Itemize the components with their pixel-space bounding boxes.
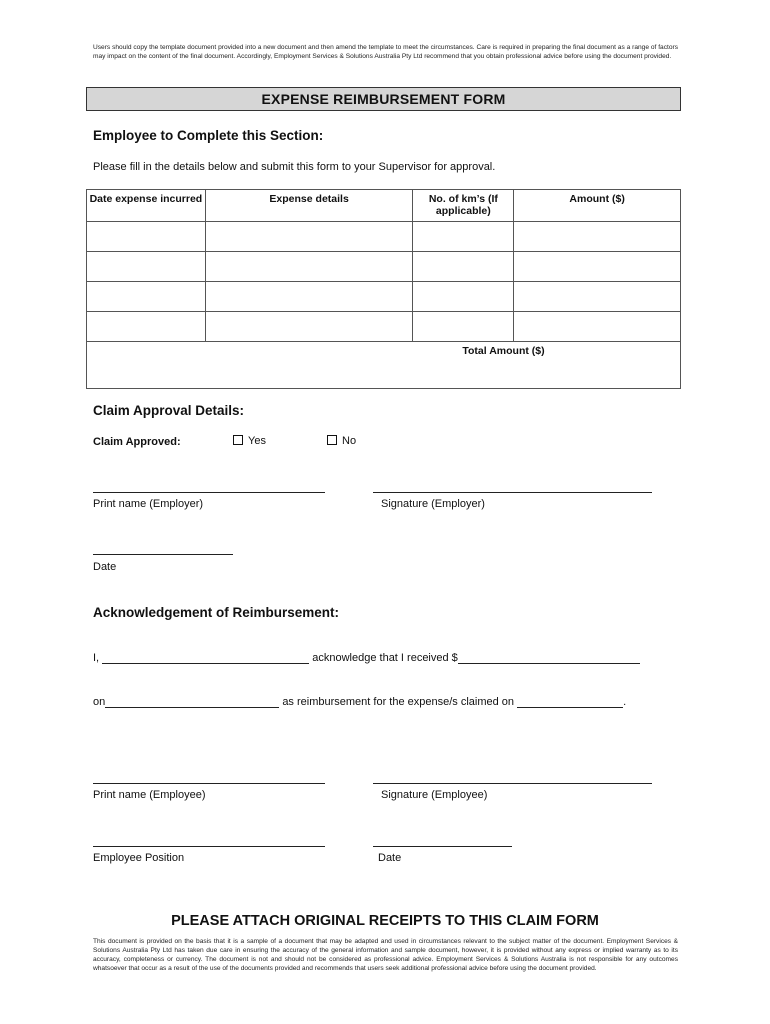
- disclaimer-note: This document is provided on the basis that it is a sample of a document that may be adapted and used in circumstances relevant to the subject matter of the document. Employment Services & Solutions Australia Pty Ltd has taken due care in ensuring the accuracy of the general information and sample document, however, it is provided without any express or implied warranty as to its accuracy, completeness or currency. The document is not and should not be considered as professional advice. Employment Services & Solutions Australia is not responsible for any outcomes whatsoever that occur as a result of the use of the documents provided and recommends that users seek additional professional advice before using the document provided.: [93, 938, 678, 972]
- ack-i-label: I,: [93, 652, 100, 664]
- table-header-row: [87, 190, 681, 222]
- header-date: Date expense incurred: [87, 190, 206, 222]
- ack-received-label: acknowledge that I received $: [312, 652, 458, 664]
- employee-signature-line[interactable]: [373, 783, 652, 784]
- details-cell[interactable]: [205, 282, 413, 312]
- date-cell[interactable]: [87, 282, 206, 312]
- approval-date-line[interactable]: [93, 554, 233, 555]
- header-amount: Amount ($): [514, 190, 681, 222]
- employee-name-blank[interactable]: [102, 652, 309, 664]
- total-row: [87, 342, 681, 389]
- km-cell[interactable]: [413, 252, 514, 282]
- claim-approved-label: Claim Approved:: [93, 436, 181, 448]
- date-cell[interactable]: [87, 222, 206, 252]
- employee-section-heading: Employee to Complete this Section:: [93, 128, 324, 143]
- amount-cell[interactable]: [514, 312, 681, 342]
- table-row: [87, 252, 681, 282]
- km-cell[interactable]: [413, 282, 514, 312]
- table-row: [87, 282, 681, 312]
- date-cell[interactable]: [87, 252, 206, 282]
- table-row: [87, 222, 681, 252]
- details-cell[interactable]: [205, 222, 413, 252]
- amount-cell[interactable]: [514, 252, 681, 282]
- ack-period: .: [623, 696, 627, 708]
- acknowledgement-line-2: [93, 696, 626, 708]
- print-name-employee-label: Print name (Employee): [93, 789, 206, 801]
- km-cell[interactable]: [413, 312, 514, 342]
- header-km: No. of km’s (If applicable): [413, 190, 514, 222]
- claimed-date-blank[interactable]: [517, 696, 623, 708]
- signature-employer-label: Signature (Employer): [381, 498, 485, 510]
- form-title: EXPENSE REIMBURSEMENT FORM: [86, 87, 681, 111]
- no-checkbox[interactable]: [327, 435, 356, 447]
- expense-table: [86, 189, 681, 389]
- approval-date-label: Date: [93, 561, 117, 573]
- receipts-instruction: PLEASE ATTACH ORIGINAL RECEIPTS TO THIS CLAIM FORM: [171, 913, 599, 929]
- received-date-blank[interactable]: [105, 696, 279, 708]
- amount-cell[interactable]: [514, 222, 681, 252]
- print-name-employer-label: Print name (Employer): [93, 498, 204, 510]
- employee-date-label: Date: [378, 852, 402, 864]
- ack-reimbursement-label: as reimbursement for the expense/s claimed on: [282, 696, 515, 708]
- approval-heading: Claim Approval Details:: [93, 403, 245, 418]
- no-label: No: [342, 435, 357, 447]
- checkbox-icon: [233, 435, 243, 445]
- employee-position-label: Employee Position: [93, 852, 185, 864]
- employer-signature-line[interactable]: [373, 492, 652, 493]
- acknowledgement-heading: Acknowledgement of Reimbursement:: [93, 605, 340, 620]
- employee-position-line[interactable]: [93, 846, 325, 847]
- km-cell[interactable]: [413, 222, 514, 252]
- total-amount-label: Total Amount ($): [87, 342, 681, 389]
- employee-instruction: Please fill in the details below and submit this form to your Supervisor for approval.: [93, 161, 496, 173]
- ack-on-label: on: [93, 696, 106, 708]
- yes-label: Yes: [248, 435, 266, 447]
- amount-cell[interactable]: [514, 282, 681, 312]
- header-expense-details: Expense details: [205, 190, 413, 222]
- usage-notice: Users should copy the template document provided into a new document and then amend the template to meet the circumstances. Care is required in preparing the final document as a range of factors may impact on the content of the final document. Accordingly, Employment Services & Solutions Australia Pty Ltd recommend that you obtain professional advice before using the document provided.: [93, 44, 678, 60]
- employer-name-line[interactable]: [93, 492, 325, 493]
- details-cell[interactable]: [205, 312, 413, 342]
- signature-employee-label: Signature (Employee): [381, 789, 488, 801]
- yes-checkbox[interactable]: [233, 435, 266, 447]
- details-cell[interactable]: [205, 252, 413, 282]
- table-row: [87, 312, 681, 342]
- employee-date-line[interactable]: [373, 846, 512, 847]
- date-cell[interactable]: [87, 312, 206, 342]
- checkbox-icon: [327, 435, 337, 445]
- employee-name-line[interactable]: [93, 783, 325, 784]
- amount-received-blank[interactable]: [458, 652, 640, 664]
- acknowledgement-line-1: [93, 652, 640, 664]
